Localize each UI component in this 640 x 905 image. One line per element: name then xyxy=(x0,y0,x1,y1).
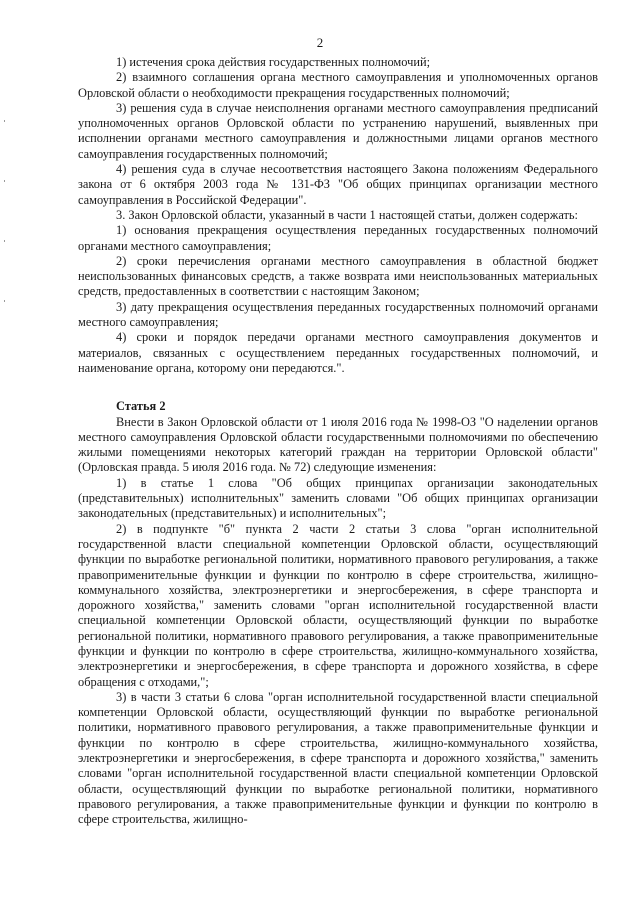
scan-margin-marks xyxy=(2,0,8,905)
paragraph: 3) решения суда в случае неисполнения органами местного самоуправления предписаний уполномоченных органов Орловской области по устранению нарушений, выявленных при исполнении органами местного самоуправления и должностными лицами органов местного самоуправления государственных полномочий; xyxy=(78,100,598,161)
paragraph: Внести в Закон Орловской области от 1 июля 2016 года № 1998-ОЗ "О наделении органов местного самоуправления Орловской области государственными полномочиями по обеспечению жилыми помещениями некоторых категорий граждан на территории Орловской области" (Орловская правда. 5 июля 2016 года. № 72) следующие изменения: xyxy=(78,414,598,475)
page-number: 2 xyxy=(316,35,324,50)
paragraph: 2) взаимного соглашения органа местного самоуправления и уполномоченных органов Орловской области о необходимости прекращения государственных полномочий; xyxy=(78,70,598,100)
document-body xyxy=(78,55,598,828)
paragraph: 4) сроки и порядок передачи органами местного самоуправления документов и материалов, связанных с осуществлением переданных государственных полномочий, и наименование органа, которому они передаются.". xyxy=(78,330,598,375)
paragraph: 1) истечения срока действия государственных полномочий; xyxy=(116,55,431,69)
paragraph: 2) в подпункте "б" пункта 2 части 2 статьи 3 слова "орган исполнительной государственной власти специальной компетенции Орловской области, осуществляющий функции по выработке региональной политики, нормативного правового регулирования, а также правоприменительные функции и функции по контролю в сфере строительства, жилищно-коммунального хозяйства, электроэнергетики и энергосбережения, в сфере транспорта и дорожного хозяйства," заменить словами "орган исполнительной государственной власти специальной компетенции Орловской области, осуществляющий функции по выработке региональной политики, нормативного правового регулирования, а также правоприменительные функции и функции по контролю в сфере строительства, жилищно-коммунального хозяйства, электроэнергетики и энергосбережения, в сфере транспорта и дорожного хозяйства, в сфере обращения с отходами,"; xyxy=(78,521,598,689)
paragraph: 3) дату прекращения осуществления переданных государственных полномочий органами местного самоуправления; xyxy=(78,299,598,330)
paragraph: 4) решения суда в случае несоответствия настоящего Закона положениям Федерального закона от 6 октября 2003 года № 131-ФЗ "Об общих принципах организации местного самоуправления в Российской Федерации". xyxy=(78,162,598,207)
paragraph: 1) основания прекращения осуществления переданных государственных полномочий органами местного самоуправления; xyxy=(78,223,598,253)
paragraph: 1) в статье 1 слова "Об общих принципах организации законодательных (представительных) исполнительных" заменить словами "Об общих принципах организации законодательных (представительных) и исполнительных"; xyxy=(78,475,598,521)
paragraph: 3) в части 3 статьи 6 слова "орган исполнительной государственной власти специальной компетенции Орловской области, осуществляющий функции по выработке региональной политики, нормативного правового регулирования, а также правоприменительные функции и функции по контролю в сфере строительства, жилищно-коммунального хозяйства, электроэнергетики и энергосбережения, в сфере транспорта и дорожного хозяйства," заменить словами "орган исполнительной государственной власти специальной компетенции Орловской области, осуществляющий функции по выработке региональной политики, нормативного правового регулирования, а также правоприменительные функции и функции по контролю в сфере строительства, жилищно- xyxy=(78,689,598,827)
paragraph: 2) сроки перечисления органами местного самоуправления в областной бюджет неиспользованных финансовых средств, а также возврата ими неиспользованных материальных средств, предоставленных в соответствии с настоящим Законом; xyxy=(78,253,598,299)
paragraph: 3. Закон Орловской области, указанный в части 1 настоящей статьи, должен содержать: xyxy=(116,207,579,222)
article-heading: Статья 2 xyxy=(116,399,166,414)
